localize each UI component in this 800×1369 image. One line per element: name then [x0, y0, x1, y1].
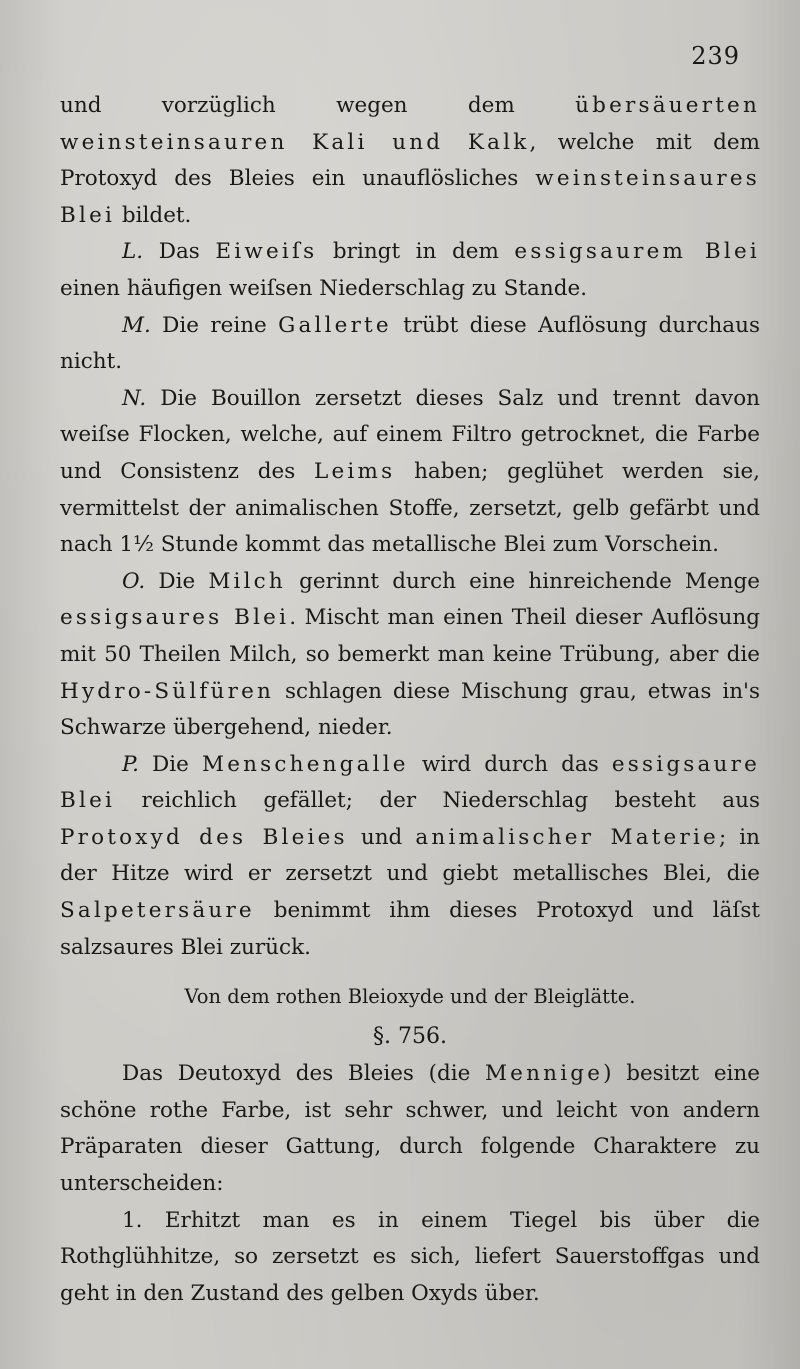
text-run: und	[347, 824, 416, 850]
text-run: benimmt ihm dieses Protoxyd und läſst salzsaures Blei zurück.	[60, 898, 760, 960]
paragraph-pM	[60, 308, 760, 381]
text-run: bildet.	[115, 202, 192, 228]
text-run: und vorzüglich wegen dem	[60, 93, 576, 118]
spaced-term: Leims	[314, 458, 396, 484]
spaced-term: Milch	[208, 568, 286, 594]
paragraphs-before-section	[60, 88, 760, 966]
text-run: . Mischt man einen Theil dieser Auflösung mit 50 Theilen Milch, so bemerkt man keine Trübung, aber die	[60, 605, 760, 667]
text-run: 1. Erhitzt man es in einem Tiegel bis über die Rothglühhitze, so zersetzt es sich, liefert Sauerstoffgas und geht in den Zustand des gelben Oxyds über.	[60, 1207, 760, 1306]
paragraph-pD	[60, 1056, 760, 1202]
paragraph-pL	[60, 234, 760, 307]
paragraph-pP	[60, 747, 760, 967]
paragraph-pO	[60, 564, 760, 747]
spaced-term: Menschengalle	[202, 751, 409, 777]
section-heading: Von dem rothen Bleioxyde und der Bleiglätte.	[184, 985, 636, 1009]
item-letter: O.	[122, 568, 146, 594]
spaced-term: Salpetersäure	[60, 898, 255, 924]
page-number: 239	[691, 42, 740, 70]
item-letter: M.	[122, 312, 151, 338]
paragraphs-after-section	[60, 1056, 760, 1312]
text-run: bringt in dem	[317, 239, 515, 265]
paragraph-pN	[60, 381, 760, 564]
text-run: Die	[145, 568, 209, 594]
text-run: haben; geglühet werden sie, vermittelst der animalischen Stoffe, zersetzt, gelb gefärbt und nach 1½ Stunde kommt das metallische Blei zum Vorschein.	[60, 458, 761, 558]
text-run: wird durch das	[408, 751, 612, 777]
page-body	[60, 88, 760, 1312]
section-number: §. 756.	[373, 1024, 447, 1050]
spaced-term: Protoxyd des Bleies	[60, 824, 348, 850]
text-run: schlagen diese Mischung grau, etwas in's Schwarze übergehend, nieder.	[60, 678, 760, 741]
text-run: ) besitzt eine schöne rothe Farbe, ist sehr schwer, und leicht von andern Präparaten dieser Gattung, durch folgende Charaktere zu unterscheiden:	[60, 1061, 760, 1197]
item-letter: L.	[122, 239, 144, 265]
text-run: Das	[143, 239, 216, 265]
text-run: , welche mit dem Protoxyd des Bleies ein unauflösliches	[60, 129, 760, 192]
text-run: gerinnt durch eine hinreichende Menge	[285, 568, 760, 594]
item-letter: P.	[122, 751, 139, 777]
item-letter: N.	[122, 385, 147, 411]
spaced-term: essigsaures Blei	[60, 605, 290, 631]
spaced-term: essigsaurem Blei	[514, 239, 760, 265]
spaced-term: Gallerte	[278, 312, 392, 338]
spaced-term: animalischer Materie	[415, 824, 719, 850]
spaced-term: essigsaure Blei	[60, 751, 760, 814]
paragraph-p0	[60, 88, 760, 234]
text-run: trübt diese Auflösung durchaus nicht.	[60, 312, 761, 375]
spaced-term: übersäuerten weinsteinsauren Kali und Kalk	[60, 93, 760, 155]
text-run: Die Bouillon zersetzt dieses Salz und trennt davon weiſse Flocken, welche, auf einem Filtro getrocknet, die Farbe und Consistenz des	[60, 385, 760, 484]
spaced-term: weinsteinsaures Blei	[60, 166, 760, 228]
text-run: ; in der Hitze wird er zersetzt und giebt metallisches Blei, die	[60, 824, 760, 887]
text-run: reichlich gefället; der Niederschlag besteht aus	[115, 788, 760, 814]
spaced-term: Hydro-Sülfüren	[60, 678, 275, 704]
text-run: einen häufigen weiſsen Niederschlag zu Stande.	[60, 275, 588, 301]
spaced-term: Mennige	[484, 1061, 604, 1087]
paragraph-p1	[60, 1203, 760, 1313]
spaced-term: Eiweiſs	[215, 239, 318, 265]
text-run: Die reine	[150, 312, 279, 338]
text-run: Die	[138, 751, 202, 777]
text-run: Das Deutoxyd des Bleies (die	[122, 1061, 485, 1087]
